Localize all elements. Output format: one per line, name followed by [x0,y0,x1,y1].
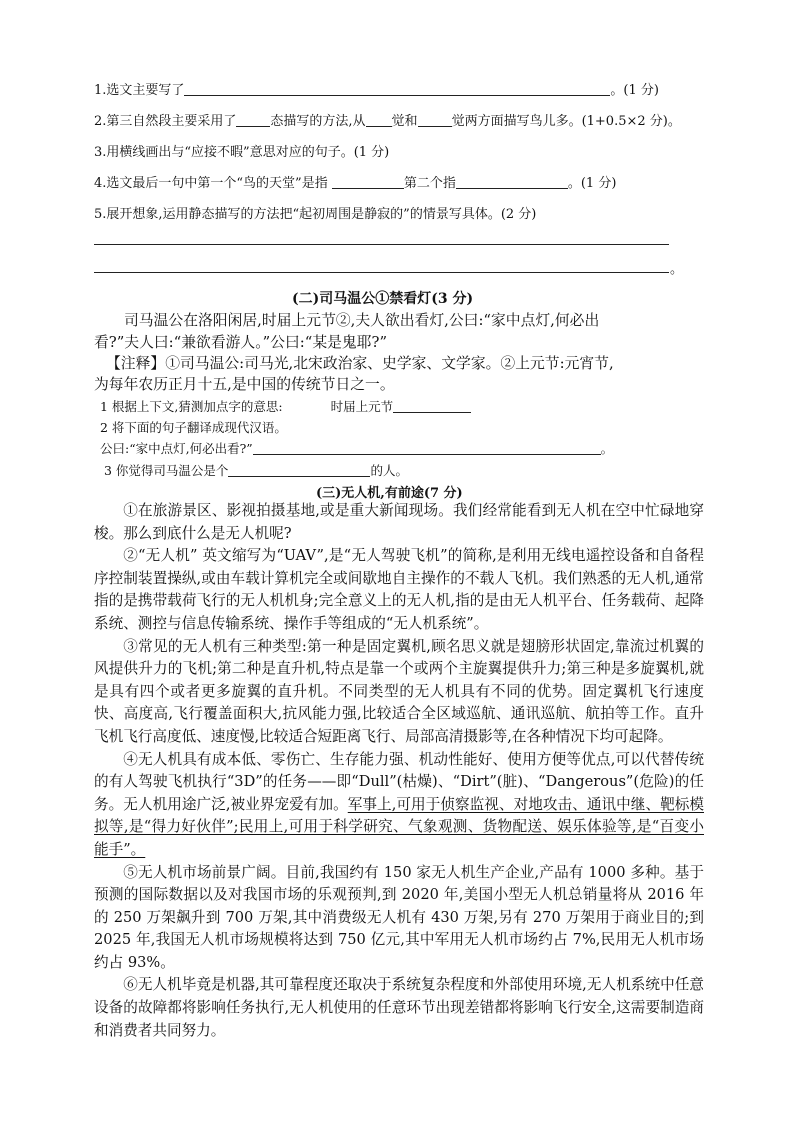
section-2-question-2: 2 将下面的句子翻译成现代汉语。 [100,420,287,435]
paragraph-6: ⑥无人机毕竟是机器,其可靠程度还取决于系统复杂程度和外部使用环境,无人机系统中任意设备的故障都将影响任务执行,无人机使用的任意环节出现差错都将影响飞行安全,这需要制造商和消费者共同努力。 [94,976,704,1039]
section-2-text-line: 看?”夫人曰:“兼欲看游人。”公曰:“某是鬼耶?” [94,334,388,351]
question-2-text: 觉两方面描写鸟儿多。(1+0.5×2 分)。 [451,114,681,129]
answer-blank[interactable] [228,463,370,477]
section-2-question-1 [100,397,471,415]
section-2-text-line: 司马温公在洛阳闲居,时届上元节②,夫人欲出看灯,公曰:“家中点灯,何必出 [124,312,600,329]
answer-line[interactable] [94,244,669,245]
question-4-text: 第二个指 [403,176,456,191]
section-2-note: 为每年农历正月十五,是中国的传统节日之一。 [94,376,395,393]
paragraph-3: ③常见的无人机有三种类型:第一种是固定翼机,顾名思义就是翅膀形状固定,靠流过机翼的风提供升力的飞机;第二种是直升机,特点是靠一个或两个主旋翼提供升力;第三种是多旋翼机,就是具有四个或者更多旋翼的直升机。不同类型的无人机具有不同的优势。固定翼机飞行速度快、高度高,飞行覆盖面积大,抗风能力强,比较适合全区域巡航、通讯巡航、航拍等工作。直升飞机飞行高度低、速度慢,比较适合短距离飞行、局部高清摄影等,在各种情况下均可起降。 [94,637,704,745]
paragraph-4 [94,749,704,862]
answer-line[interactable] [94,272,669,273]
answer-blank[interactable] [366,113,392,127]
answer-blank[interactable] [184,82,610,96]
section-2-note: 【注释】①司马温公:司马光,北宋政治家、史学家、文学家。②上元节:元宵节, [106,355,614,372]
question-text: 的人。 [370,463,408,478]
paragraph-4-text: ④无人机具有成本低、零伤亡、生存能力强、机动性能好、使用方便等优点,可以代替传统的有人驾驶飞机执行“3D”的任务——即“Dull”(枯燥)、“Dirt”(脏)、“Dangerous”(危险)的任务。无人机用途广泛,被业界宠爱有加。 [94,750,704,813]
answer-blank[interactable] [253,441,601,455]
question-2 [94,110,681,129]
underlined-sentence: 军事上,可用于侦察监视、对地攻击、通讯中继、靶标模拟等,是“得力好伙伴”;民用上,可用于科学研究、气象观测、货物配送、娱乐体验等,是“百变小能手”。 [94,795,704,858]
question-2-text: 觉和 [391,114,418,129]
answer-line-end: 。 [670,262,684,277]
question-5: 5.展开想象,运用静态描写的方法把“起初周围是静寂的”的情景写具体。(2 分) [94,207,537,222]
answer-blank[interactable] [393,399,471,413]
paragraph-1: ①在旅游景区、影视拍摄基地,或是重大新闻现场。我们经常能看到无人机在空中忙碌地穿梭。那么到底什么是无人机呢? [94,502,704,542]
question-word: 时届上元节 [330,399,394,414]
paragraph-5: ⑤无人机市场前景广阔。目前,我国约有 150 家无人机生产企业,产品有 1000 多种。基于预测的国际数据以及对我国市场的乐观预判,到 2020 年,美国小型无人机总销量将从 2016 年的 250 万架飙升到 700 万架,其中消费级无人机有 430 万架,另有 270 万架用于商业目的;到 2025 年,我国无人机市场规模将达到 750 亿元,其中军用无人机市场约占 7%,民用无人机市场约占 93%。 [94,863,704,971]
question-text: 1 根据上下文,猜测加点字的意思: [100,399,283,414]
question-2-text: 2.第三自然段主要采用了 [94,114,237,129]
question-1 [94,79,659,98]
question-3: 3.用横线画出与“应接不暇”意思对应的句子。(1 分) [94,145,390,160]
answer-blank[interactable] [332,175,404,189]
question-text: 3 你觉得司马温公是个 [104,463,229,478]
sentence-text: 公曰:“家中点灯,何必出看?” [100,441,253,456]
question-2-text: 态描写的方法,从 [270,114,366,129]
section-2-question-3 [104,461,408,479]
paragraph-2: ②“无人机” 英文缩写为“UAV”,是“无人驾驶飞机”的简称,是利用无线电遥控设备和自备程序控制装置操纵,或由车载计算机完全或间歇地自主操作的不载人飞机。我们熟悉的无人机,通常指的是携带载荷飞行的无人机机身;完全意义上的无人机,指的是由无人机平台、任务载荷、起降系统、测控与信息传输系统、操作手等组成的“无人机系统”。 [94,547,704,632]
section-3-article [94,500,704,1042]
question-4 [94,172,616,191]
section-3-title: (三)无人机,有前途(7 分) [316,486,463,501]
question-4-text: 。(1 分) [567,176,617,191]
answer-blank[interactable] [456,175,568,189]
answer-blank[interactable] [236,113,270,127]
question-1-tail: 。(1 分) [610,83,659,98]
question-4-text: 4.选文最后一句中第一个“鸟的天堂”是指 [94,176,328,191]
sentence-end: 。 [600,441,614,456]
section-2-title: (二)司马温公①禁看灯(3 分) [292,291,474,307]
question-1-text: 1.选文主要写了 [94,83,185,98]
answer-blank[interactable] [418,113,452,127]
section-2-sentence [100,439,613,457]
